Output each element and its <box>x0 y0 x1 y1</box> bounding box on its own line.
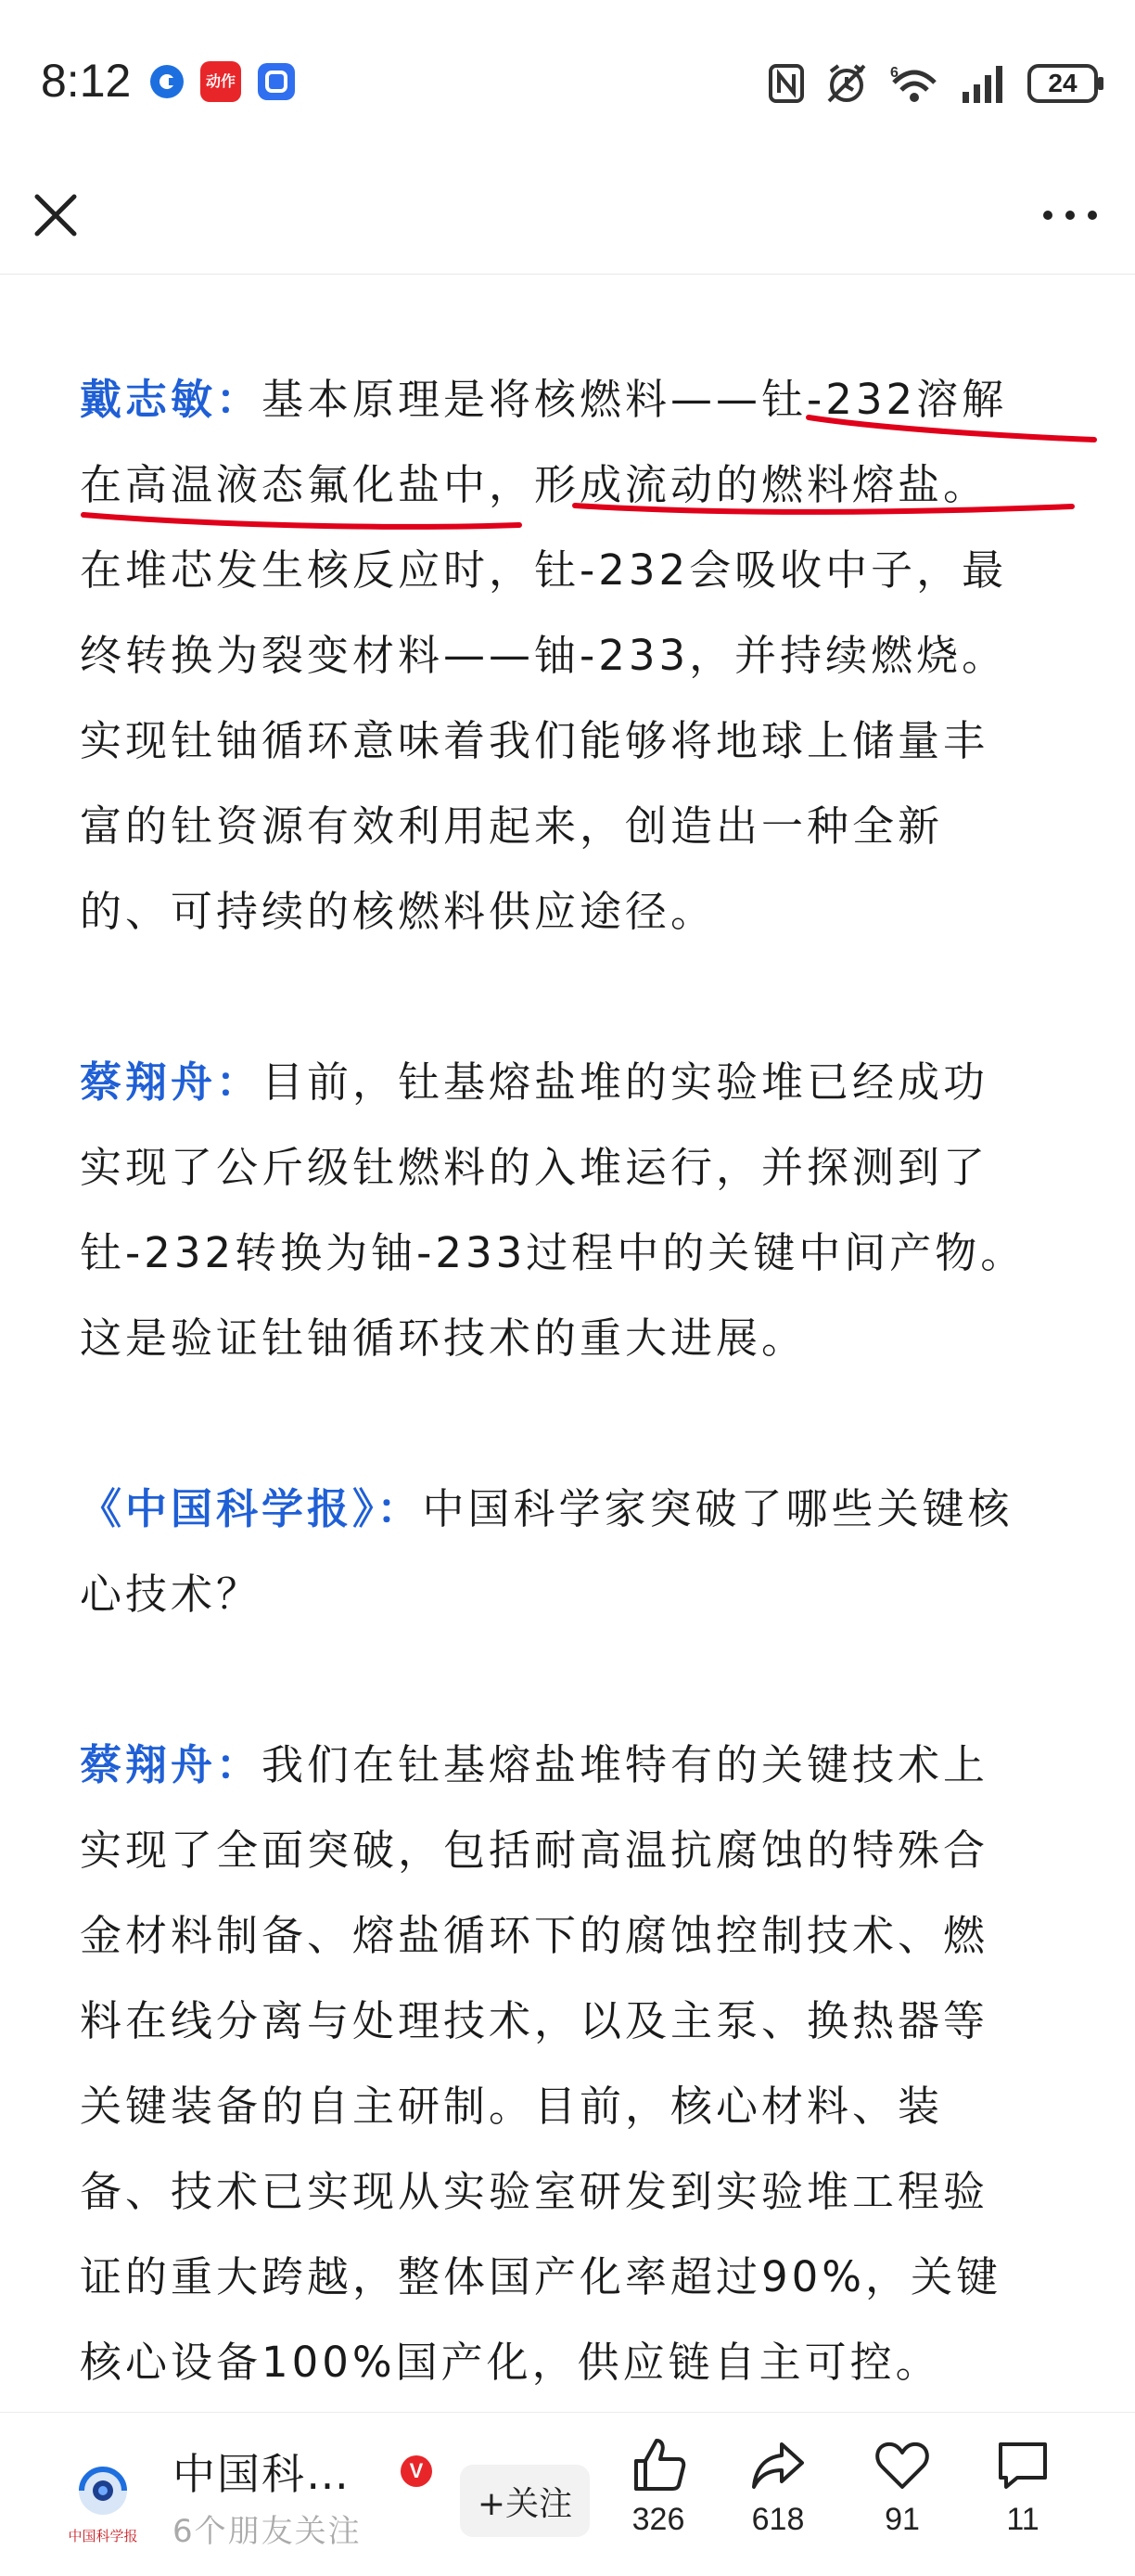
verified-badge: V <box>401 2455 432 2487</box>
svg-text:中国科学报: 中国科学报 <box>68 2528 138 2544</box>
speaker-name: 《中国科学报》： <box>80 1484 423 1533</box>
paragraph <box>80 357 1063 955</box>
like-button[interactable] <box>607 2435 709 2565</box>
paragraph-line: 在高温液态氟化盐中，形成流动的燃料熔盐。 <box>80 460 989 509</box>
paragraph-line <box>80 1040 1063 1125</box>
paragraph-line <box>80 357 1063 442</box>
comment-count: 11 <box>1006 2502 1039 2537</box>
paragraph-line <box>80 1723 1063 1808</box>
share-button[interactable] <box>727 2435 829 2565</box>
paragraph-line: 实现钍铀循环意味着我们能够将地球上储量丰 <box>80 716 989 765</box>
comment-icon <box>993 2435 1052 2494</box>
speaker-name: 戴志敏： <box>80 375 262 424</box>
nfc-icon <box>768 63 805 104</box>
status-icons <box>768 58 1098 109</box>
paragraph-line: 心技术？ <box>80 1570 262 1619</box>
status-bar <box>0 0 1135 167</box>
paragraph <box>80 1040 1063 1381</box>
battery-icon: 24 <box>1027 64 1098 103</box>
paragraph-line: 核心设备100%国产化，供应链自主可控。 <box>80 2338 941 2387</box>
app-badge-icon: 动作 <box>200 61 241 102</box>
follow-button[interactable]: +关注 <box>460 2465 590 2537</box>
paragraph-line: 富的钍资源有效利用起来，创造出一种全新 <box>80 801 944 851</box>
like-icon <box>629 2435 688 2494</box>
comment-button[interactable] <box>972 2435 1074 2565</box>
app-blue-icon <box>256 61 297 102</box>
paragraph-line: 证的重大跨越，整体国产化率超过90%，关键 <box>80 2252 1002 2301</box>
line-text: 基本原理是将核燃料——钍-232溶解 <box>261 375 1008 424</box>
source-logo[interactable] <box>54 2459 152 2552</box>
line-text: 我们在钍基熔盐堆特有的关键技术上 <box>261 1740 989 1789</box>
paragraph-line: 备、技术已实现从实验室研发到实验堆工程验 <box>80 2167 989 2216</box>
paragraph-line: 的、可持续的核燃料供应途径。 <box>80 887 717 936</box>
paragraph-line <box>80 1467 1063 1552</box>
paragraph-line: 在堆芯发生核反应时，钍-232会吸收中子，最 <box>80 545 1008 595</box>
svg-text:6: 6 <box>890 65 899 81</box>
like-count: 326 <box>631 2502 685 2537</box>
paragraph <box>80 1723 1063 2405</box>
close-icon[interactable] <box>28 187 83 243</box>
article-body <box>80 357 1063 2405</box>
paragraph-line: 钍-232转换为铀-233过程中的关键中间产物。 <box>80 1228 1027 1277</box>
favorite-icon <box>873 2435 932 2494</box>
top-nav <box>0 167 1135 275</box>
paragraph-line: 这是验证钍铀循环技术的重大进展。 <box>80 1314 808 1363</box>
wifi-icon <box>888 62 940 105</box>
paragraph-line: 实现了全面突破，包括耐高温抗腐蚀的特殊合 <box>80 1826 989 1875</box>
signal-icon <box>961 64 1007 103</box>
favorite-count: 91 <box>885 2502 920 2537</box>
status-time: 8:12 <box>41 55 132 107</box>
paragraph-line: 实现了公斤级钍燃料的入堆运行，并探测到了 <box>80 1143 989 1192</box>
paragraph <box>80 1467 1063 1637</box>
source-followers: 6个朋友关注 <box>172 2513 362 2550</box>
share-count: 618 <box>751 2502 805 2537</box>
paragraph-line: 料在线分离与处理技术，以及主泵、换热器等 <box>80 1996 989 2045</box>
app-c-icon <box>147 61 187 102</box>
paragraph-line: 关键装备的自主研制。目前，核心材料、装 <box>80 2082 944 2131</box>
speaker-name: 蔡翔舟： <box>80 1057 262 1107</box>
line-text: 中国科学家突破了哪些关键核 <box>422 1484 1014 1533</box>
line-text: 目前，钍基熔盐堆的实验堆已经成功 <box>261 1057 989 1107</box>
more-icon[interactable] <box>1033 187 1107 243</box>
source-name[interactable]: 中国科… <box>172 2449 351 2499</box>
favorite-button[interactable] <box>851 2435 953 2565</box>
paragraph-line: 金材料制备、熔盐循环下的腐蚀控制技术、燃 <box>80 1911 989 1960</box>
share-icon <box>748 2435 808 2494</box>
paragraph-line: 终转换为裂变材料——铀-233，并持续燃烧。 <box>80 631 1008 680</box>
bottom-bar <box>0 2412 1135 2576</box>
alarm-icon <box>825 62 868 105</box>
speaker-name: 蔡翔舟： <box>80 1740 262 1789</box>
